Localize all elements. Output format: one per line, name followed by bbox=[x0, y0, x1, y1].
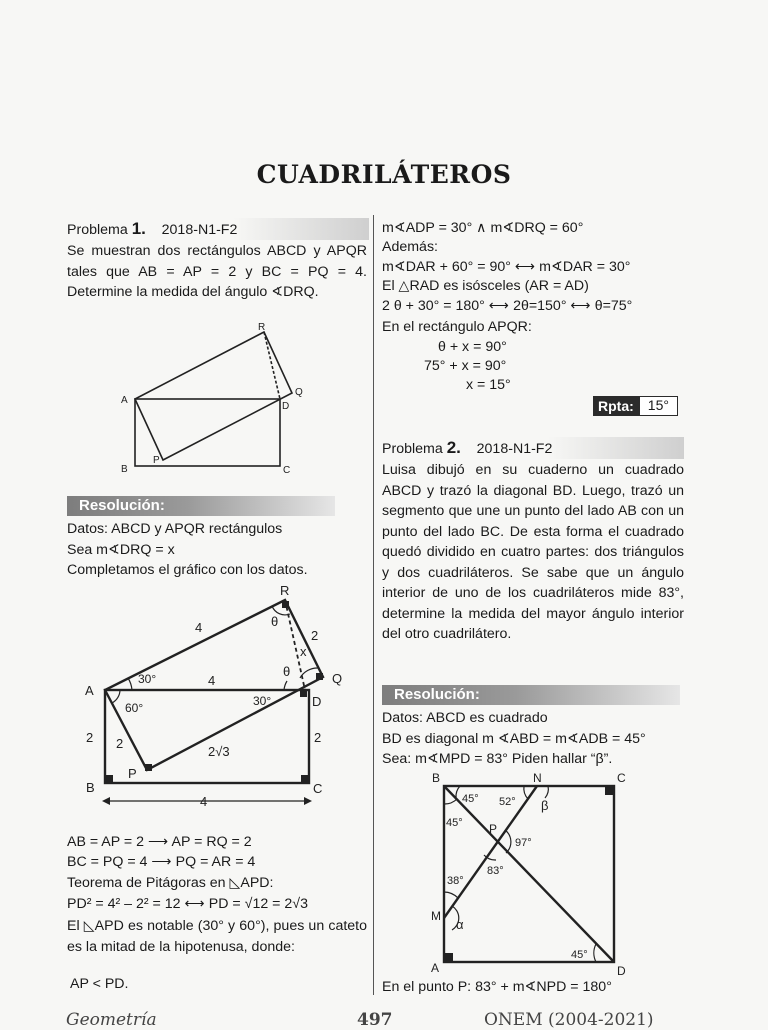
fig2-label-b: B bbox=[86, 780, 95, 795]
fig3-arc-45top bbox=[456, 786, 460, 798]
fig2-label-r: R bbox=[280, 583, 290, 598]
problem-1-code: 2018-N1-F2 bbox=[161, 222, 238, 238]
fig2-length-ap: 2 bbox=[116, 736, 124, 751]
p2-res-line-3: Sea: m∢MPD = 83° Piden hallar “β”. bbox=[382, 751, 613, 767]
footer-subject: Geometría bbox=[66, 1010, 157, 1030]
fig2-label-q: Q bbox=[332, 671, 343, 686]
fig2-arc-30b bbox=[284, 681, 287, 690]
fig3-angle-45left: 45° bbox=[446, 817, 463, 829]
footer-source: ONEM (2004-2021) bbox=[484, 1010, 654, 1030]
figure-1-rectangles bbox=[115, 318, 315, 478]
fig2-angle-30a: 30° bbox=[138, 672, 157, 686]
problem-2-statement: Luisa dibujó en su cuaderno un cuadrado ABCD y trazó la diagonal BD. Luego, trazó un segmento que une un punto del lado AB con un punto del lado BC. De esta forma el cuadrado quedó dividido en cuatro partes: dos triángulos y dos cuadriláteros. Se sabe que un ángulo interior de uno de los cuadriláteros mide 83°, determine la medida del mayor ángulo interior del otro cuadrilátero. bbox=[382, 462, 684, 642]
problem-2-code: 2018-N1-F2 bbox=[476, 441, 553, 457]
fig3-right-angle-a bbox=[445, 953, 453, 961]
fig1-label-r: R bbox=[258, 322, 266, 333]
fig3-segment-nm bbox=[444, 786, 537, 918]
fig3-label-d: D bbox=[617, 964, 626, 978]
p1-res-line-1: Datos: ABCD y APQR rectángulos bbox=[67, 521, 283, 537]
p1-cont-line-6: En el rectángulo APQR: bbox=[382, 319, 532, 335]
fig3-angle-beta: β bbox=[541, 798, 549, 813]
column-divider bbox=[373, 215, 374, 995]
problem-2-header bbox=[382, 437, 684, 459]
fig3-label-a: A bbox=[431, 961, 440, 975]
rect-apqr bbox=[135, 332, 292, 460]
fig2-length-ab: 2 bbox=[86, 730, 94, 745]
p1-eq-line-2: BC = PQ = 4 ⟶ PQ = AR = 4 bbox=[67, 854, 256, 870]
fig2-arc-30a bbox=[128, 678, 132, 690]
fig2-label-c: C bbox=[313, 781, 323, 796]
fig2-right-angle-q bbox=[316, 673, 323, 680]
p1-cont-line-5: 2 θ + 30° = 180° ⟷ 2θ=150° ⟷ θ=75° bbox=[382, 298, 633, 314]
p2-res-line-1: Datos: ABCD es cuadrado bbox=[382, 710, 548, 726]
fig2-right-angle-r bbox=[282, 601, 289, 608]
fig3-angle-alpha: α bbox=[456, 917, 464, 932]
problem-2-number: 2. bbox=[446, 438, 461, 457]
fig1-label-b: B bbox=[121, 464, 128, 475]
fig3-label-c: C bbox=[617, 771, 626, 785]
p1-eq-line-4: PD² = 4² – 2² = 12 ⟷ PD = √12 = 2√3 bbox=[67, 896, 308, 912]
problem-1-number: 1. bbox=[131, 219, 146, 238]
fig2-length-ar: 4 bbox=[195, 620, 203, 635]
fig2-length-pd: 2√3 bbox=[208, 744, 230, 759]
fig3-diagonal-bd bbox=[444, 786, 614, 962]
fig1-label-c: C bbox=[283, 465, 291, 476]
page-title: CUADRILÁTEROS bbox=[256, 160, 512, 189]
fig3-label-p: P bbox=[489, 822, 498, 836]
fig2-angle-30b: 30° bbox=[253, 694, 272, 708]
fig1-label-q: Q bbox=[295, 387, 303, 398]
fig2-length-ad: 4 bbox=[208, 673, 216, 688]
p1-eq-line-1: AB = AP = 2 ⟶ AP = RQ = 2 bbox=[67, 834, 252, 850]
fig3-arc-45left bbox=[444, 799, 457, 804]
fig2-arrow-left bbox=[102, 797, 110, 805]
fig2-angle-theta-q: θ bbox=[283, 664, 291, 679]
fig3-right-angle-c bbox=[605, 787, 613, 795]
problem-2-resolution-header: Resolución: bbox=[382, 685, 680, 705]
fig2-angle-60: 60° bbox=[125, 701, 144, 715]
fig2-right-angle-c bbox=[301, 775, 308, 782]
fig3-label-b: B bbox=[432, 771, 441, 785]
fig2-angle-theta-r: θ bbox=[271, 614, 279, 629]
fig3-angle-38: 38° bbox=[447, 875, 464, 887]
fig2-right-angle-d bbox=[300, 690, 307, 697]
fig1-label-p: P bbox=[153, 455, 160, 466]
fig3-angle-52: 52° bbox=[499, 796, 516, 808]
fig3-arc-38 bbox=[444, 892, 458, 898]
p1-cont-line-3: m∢DAR + 60° = 90° ⟷ m∢DAR = 30° bbox=[382, 259, 631, 275]
p1-res-line-3: Completamos el gráfico con los datos. bbox=[67, 562, 308, 578]
p1-cont-line-9: x = 15° bbox=[466, 377, 511, 393]
problem-1-header bbox=[67, 218, 369, 240]
fig3-label-m: M bbox=[431, 909, 441, 923]
fig3-angle-97: 97° bbox=[515, 837, 532, 849]
p1-cont-line-2: Además: bbox=[382, 239, 438, 255]
answer-box bbox=[593, 396, 678, 416]
answer-value: 15° bbox=[639, 396, 678, 416]
fig2-right-angle-b bbox=[106, 775, 113, 782]
p1-eq-line-5: El ◺APD es notable (30° y 60°), pues un cateto es la mitad de la hipotenusa, donde: bbox=[67, 918, 367, 955]
p1-cont-line-1: m∢ADP = 30° ∧ m∢DRQ = 60° bbox=[382, 220, 584, 236]
fig3-arc-52 bbox=[524, 786, 528, 799]
fig2-length-bc: 4 bbox=[200, 794, 208, 809]
fig2-label-d: D bbox=[312, 694, 322, 709]
fig3-angle-45bottom: 45° bbox=[571, 949, 588, 961]
fig2-arc-60 bbox=[112, 690, 120, 703]
fig2-right-angle-p bbox=[145, 764, 152, 771]
p2-res-line-2: BD es diagonal m ∢ABD = m∢ADB = 45° bbox=[382, 731, 646, 747]
fig2-length-dc: 2 bbox=[314, 730, 322, 745]
p1-res-line-2: Sea m∢DRQ = x bbox=[67, 542, 175, 558]
problem-1-resolution-header: Resolución: bbox=[67, 496, 335, 516]
fig3-angle-45top: 45° bbox=[462, 793, 479, 805]
fig2-arrow-right bbox=[304, 797, 312, 805]
problem-2-label: Problema bbox=[382, 441, 443, 457]
fig2-angle-x: x bbox=[300, 644, 307, 659]
p1-cont-line-8: 75° + x = 90° bbox=[424, 358, 507, 374]
fig2-label-a: A bbox=[85, 683, 94, 698]
problem-1-label: Problema bbox=[67, 222, 128, 238]
figure-3-square bbox=[425, 770, 635, 980]
p2-last-line: En el punto P: 83° + m∢NPD = 180° bbox=[382, 979, 612, 995]
fig1-label-a: A bbox=[121, 395, 128, 406]
figure-2-completed bbox=[78, 578, 358, 810]
p1-eq-line-3: Teorema de Pitágoras en ◺APD: bbox=[67, 875, 274, 891]
footer-page-number: 497 bbox=[357, 1010, 393, 1030]
fig1-label-d: D bbox=[282, 401, 290, 412]
p1-eq-line-6: AP < PD. bbox=[70, 976, 129, 992]
fig2-length-rq: 2 bbox=[311, 628, 319, 643]
p1-cont-line-7: θ + x = 90° bbox=[438, 339, 507, 355]
segment-rd bbox=[264, 332, 280, 399]
fig3-angle-83: 83° bbox=[487, 865, 504, 877]
fig3-arc-45bottom bbox=[594, 944, 596, 962]
answer-label: Rpta: bbox=[593, 396, 639, 416]
p1-cont-line-4: El △RAD es isósceles (AR = AD) bbox=[382, 278, 589, 294]
fig3-arc-beta bbox=[545, 786, 548, 798]
fig2-label-p: P bbox=[128, 766, 137, 781]
fig3-label-n: N bbox=[533, 771, 542, 785]
problem-1-statement: Se muestran dos rectángulos ABCD y APQR tales que AB = AP = 2 y BC = PQ = 4. Determine la medida del ángulo ∢DRQ. bbox=[67, 243, 367, 300]
